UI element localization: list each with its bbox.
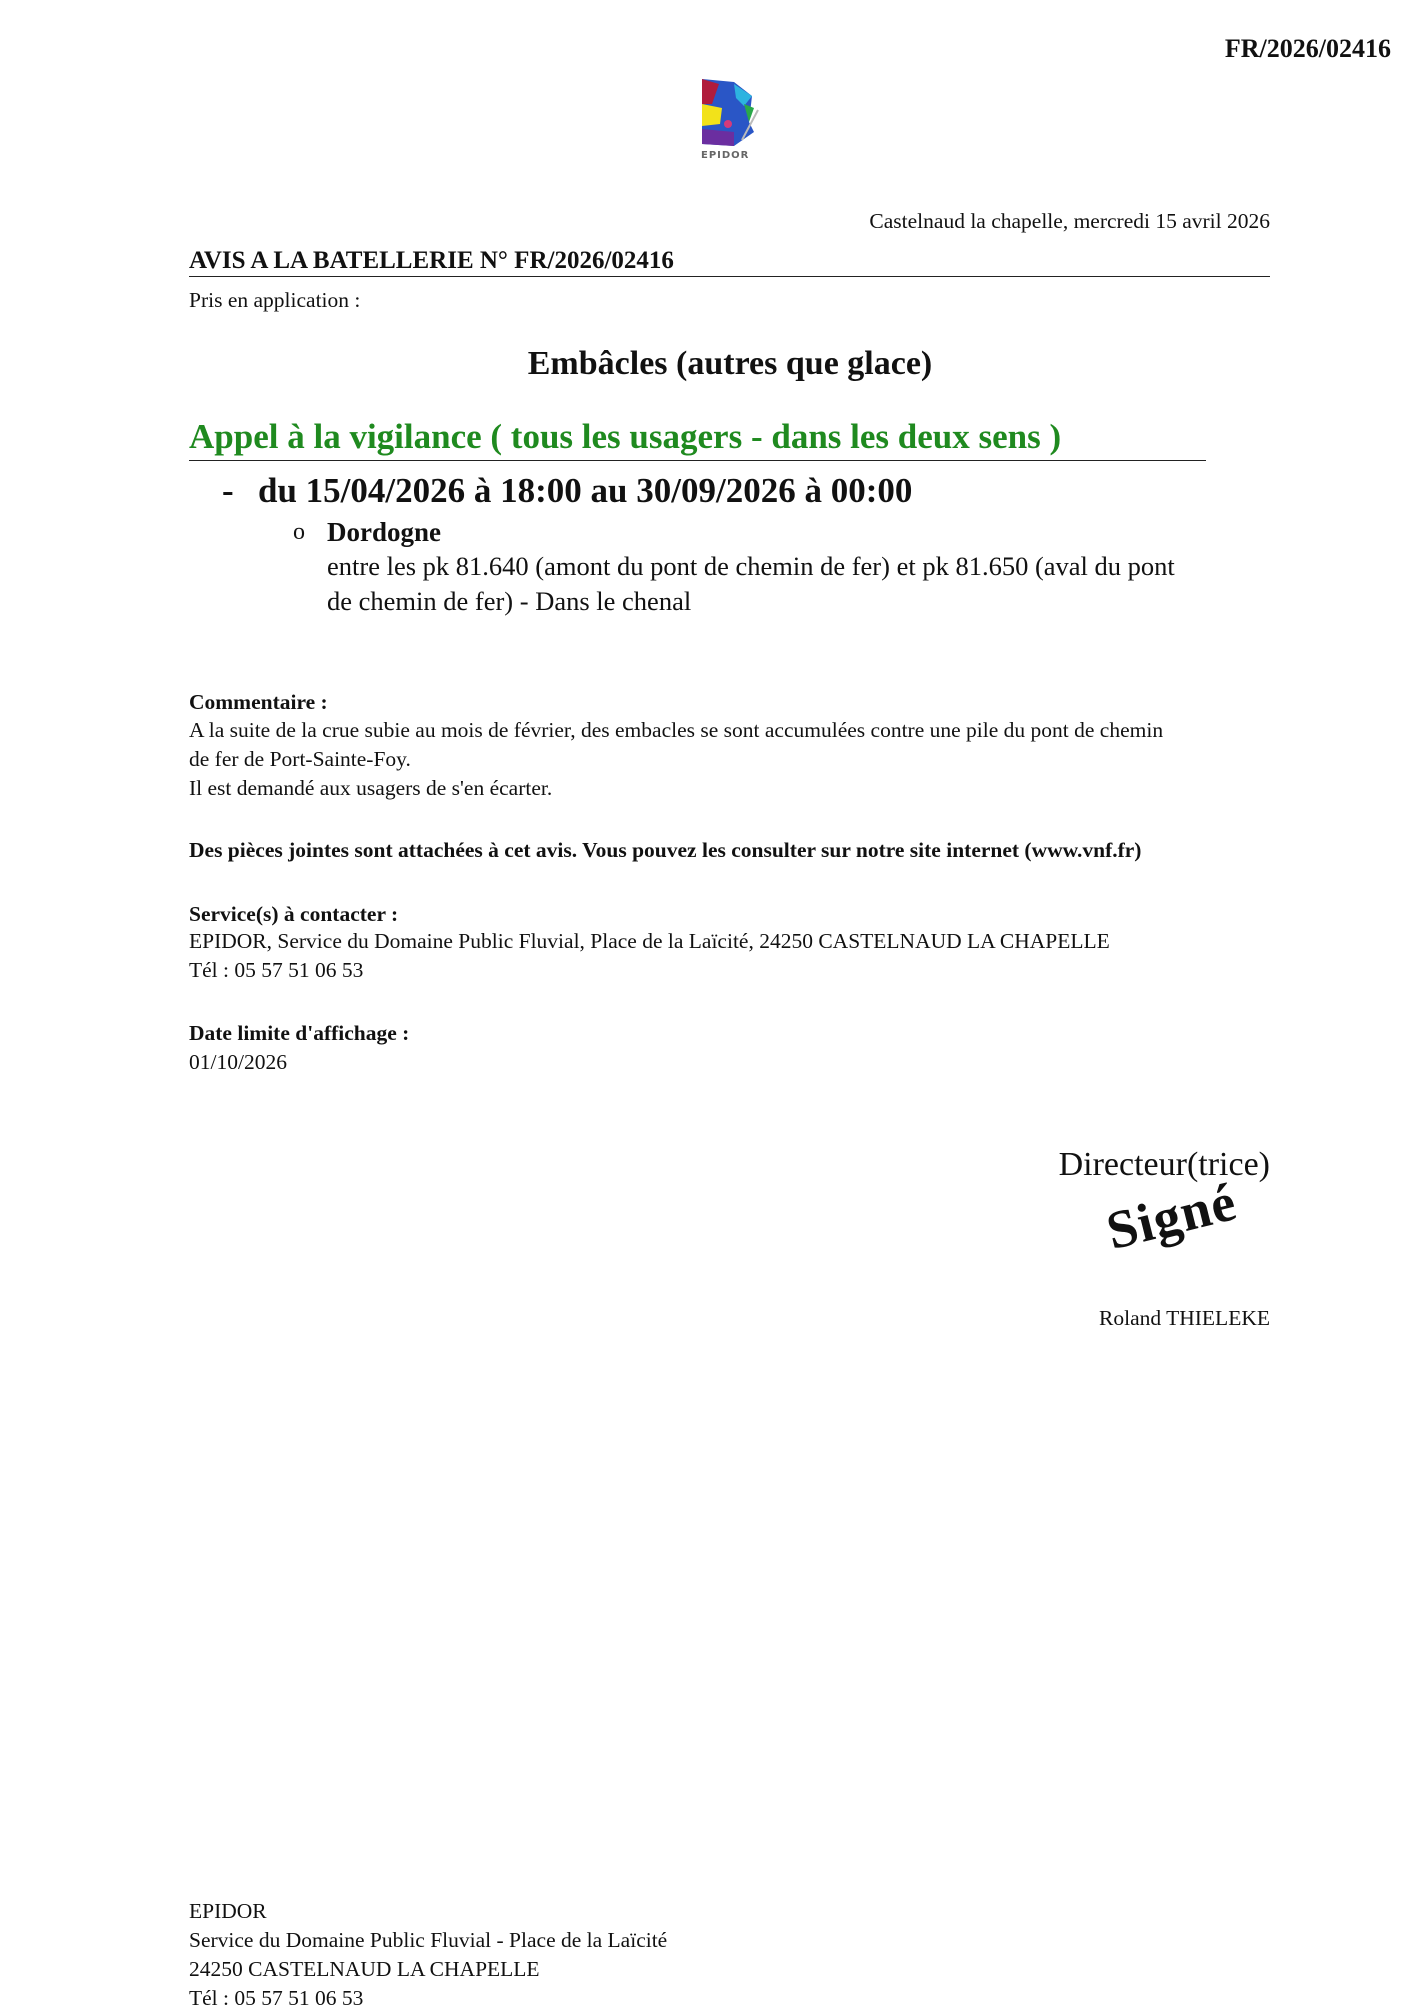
signature-stamp: Signé — [1100, 1171, 1243, 1262]
location-line: de chemin de fer) - Dans le chenal — [327, 586, 692, 616]
reference-number: FR/2026/02416 — [1224, 34, 1391, 63]
contact-line: Tél : 05 57 51 06 53 — [189, 958, 364, 982]
subject-heading: Embâcles (autres que glace) — [527, 345, 933, 382]
applied-label: Pris en application : — [189, 288, 361, 312]
comment-line: Il est demandé aux usagers de s'en écarter. — [189, 776, 553, 800]
display-limit-value: 01/10/2026 — [189, 1050, 287, 1074]
measure-rule — [189, 460, 1206, 461]
period: du 15/04/2026 à 18:00 au 30/09/2026 à 00:00 — [258, 471, 913, 510]
notice-title: AVIS A LA BATELLERIE N° FR/2026/02416 — [189, 247, 674, 274]
attachments-note: Des pièces jointes sont attachées à cet avis. Vous pouvez les consulter sur notre site internet (www.vnf.fr) — [189, 838, 1142, 862]
title-rule — [189, 276, 1270, 277]
logo-text: EPIDOR — [701, 150, 750, 161]
comment-line: de fer de Port-Sainte-Foy. — [189, 747, 411, 771]
comment-label: Commentaire : — [189, 690, 328, 714]
river-name: Dordogne — [327, 517, 441, 547]
contact-line: EPIDOR, Service du Domaine Public Fluvial, Place de la Laïcité, 24250 CASTELNAUD LA CHAPELLE — [189, 929, 1110, 953]
footer-line: Service du Domaine Public Fluvial - Place de la Laïcité — [189, 1928, 668, 1952]
epidor-logo — [694, 74, 764, 172]
comment-line: A la suite de la crue subie au mois de février, des embacles se sont accumulées contre une pile du pont de chemin — [189, 718, 1164, 742]
display-limit-label: Date limite d'affichage : — [189, 1021, 410, 1045]
footer-line: Tél : 05 57 51 06 53 — [189, 1986, 364, 2010]
footer-line: EPIDOR — [189, 1899, 267, 1923]
contact-label: Service(s) à contacter : — [189, 902, 399, 926]
location-bullet: o — [293, 519, 305, 545]
signatory-name: Roland THIELEKE — [1099, 1306, 1270, 1330]
footer-line: 24250 CASTELNAUD LA CHAPELLE — [189, 1957, 540, 1981]
signatory-role: Directeur(trice) — [1058, 1146, 1270, 1183]
period-dash: - — [222, 471, 234, 510]
location-line: entre les pk 81.640 (amont du pont de chemin de fer) et pk 81.650 (aval du pont — [327, 551, 1175, 581]
place-date: Castelnaud la chapelle, mercredi 15 avril 2026 — [869, 209, 1270, 233]
measure-heading: Appel à la vigilance ( tous les usagers - dans les deux sens ) — [189, 417, 1062, 456]
